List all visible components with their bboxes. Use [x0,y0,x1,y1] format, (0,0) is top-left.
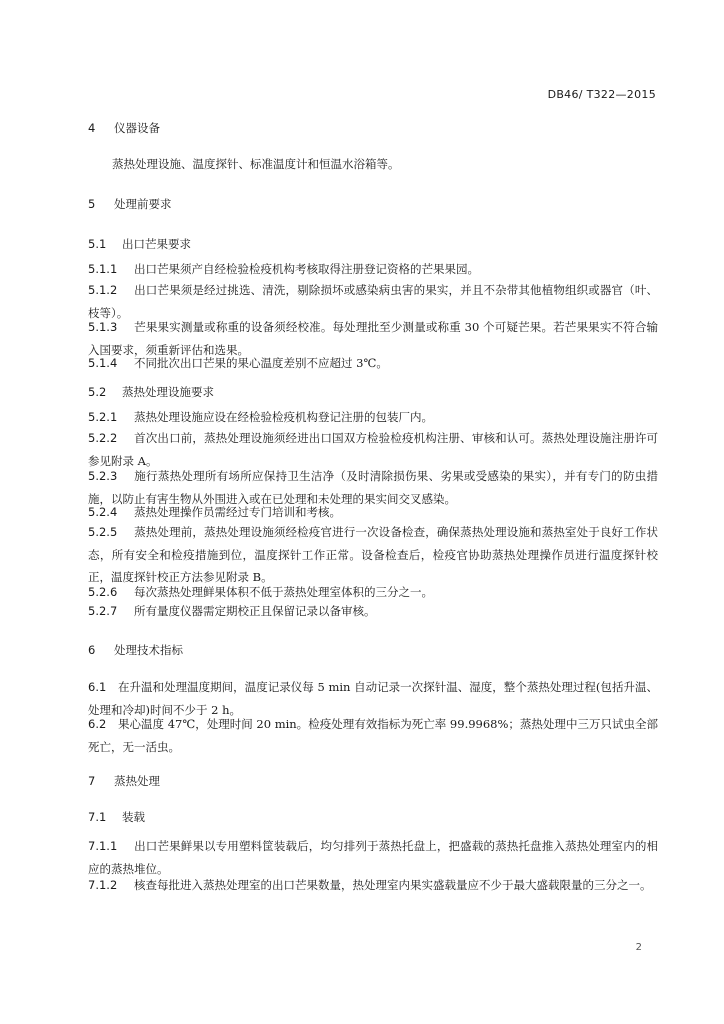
clause-5-2-5: 5.2.5 蒸热处理前，蒸热处理设施须经检疫官进行一次设备检查，确保蒸热处理设施和蒸热室处于良好工作状态，所有安全和检疫措施到位，温度探针工作正常。设备检查后，检疫官协助蒸热处理操作员进行温度探针校正，温度探针校正方法参见附录 B。 [88,525,658,584]
standard-code: DB46/ T322—2015 [547,88,656,101]
page-number: 2 [635,942,642,953]
clause-5-2-6: 5.2.6 每次蒸热处理鲜果体积不低于蒸热处理室体积的三分之一。 [88,585,433,599]
clause-5-1-3: 5.1.3 芒果果实测量或称重的设备须经校准。每处理批至少测量或称重 30 个可疑芒果。若芒果果实不符合输入国要求，须重新评估和选果。 [88,320,658,357]
clause-5-1-2: 5.1.2 出口芒果须是经过挑选、清洗，剔除损坏或感染病虫害的果实，并且不杂带其他植物组织或器官（叶、枝等）。 [88,283,658,320]
clause-5-2-3: 5.2.3 施行蒸热处理所有场所应保持卫生洁净（及时清除损伤果、劣果或受感染的果实），并有专门的防虫措施，以防止有害生物从外围进入或在已处理和未处理的果实间交叉感染。 [88,469,658,506]
clause-6-1: 6.1 在升温和处理温度期间，温度记录仪每 5 min 自动记录一次探针温、湿度，整个蒸热处理过程(包括升温、处理和冷却)时间不少于 2 h。 [88,680,658,717]
clause-5-2-2: 5.2.2 首次出口前，蒸热处理设施须经进出口国双方检验检疫机构注册、审核和认可。蒸热处理设施注册许可参见附录 A。 [88,431,658,468]
clause-5-2-4: 5.2.4 蒸热处理操作员需经过专门培训和考核。 [88,505,341,519]
section-7-heading: 7 蒸热处理 [88,774,160,788]
section-7-1-heading: 7.1 装载 [88,810,145,824]
section-6-heading: 6 处理技术指标 [88,643,183,657]
clause-5-1-1: 5.1.1 出口芒果须产自经检验检疫机构考核取得注册登记资格的芒果果园。 [88,262,479,276]
section-5-2-heading: 5.2 蒸热处理设施要求 [88,385,214,399]
section-5-heading: 5 处理前要求 [88,197,172,211]
clause-6-2: 6.2 果心温度 47℃，处理时间 20 min。检疫处理有效指标为死亡率 99.9968%；蒸热处理中三万只试虫全部死亡，无一活虫。 [88,717,658,754]
clause-7-1-1: 7.1.1 出口芒果鲜果以专用塑料筐装载后，均匀排列于蒸热托盘上，把盛载的蒸热托盘推入蒸热处理室内的相应的蒸热堆位。 [88,839,658,876]
section-4-text: 蒸热处理设施、温度探针、标准温度计和恒温水浴箱等。 [112,157,400,171]
section-4-heading: 4 仪器设备 [88,121,160,135]
clause-7-1-2: 7.1.2 核查每批进入蒸热处理室的出口芒果数量，热处理室内果实盛载量应不少于最大盛载限量的三分之一。 [88,878,652,892]
clause-5-2-1: 5.2.1 蒸热处理设施应设在经检验检疫机构登记注册的包装厂内。 [88,410,433,424]
section-5-1-heading: 5.1 出口芒果要求 [88,237,191,251]
clause-5-2-7: 5.2.7 所有量度仪器需定期校正且保留记录以备审核。 [88,604,376,618]
clause-5-1-4: 5.1.4 不同批次出口芒果的果心温度差别不应超过 3℃。 [88,356,388,370]
